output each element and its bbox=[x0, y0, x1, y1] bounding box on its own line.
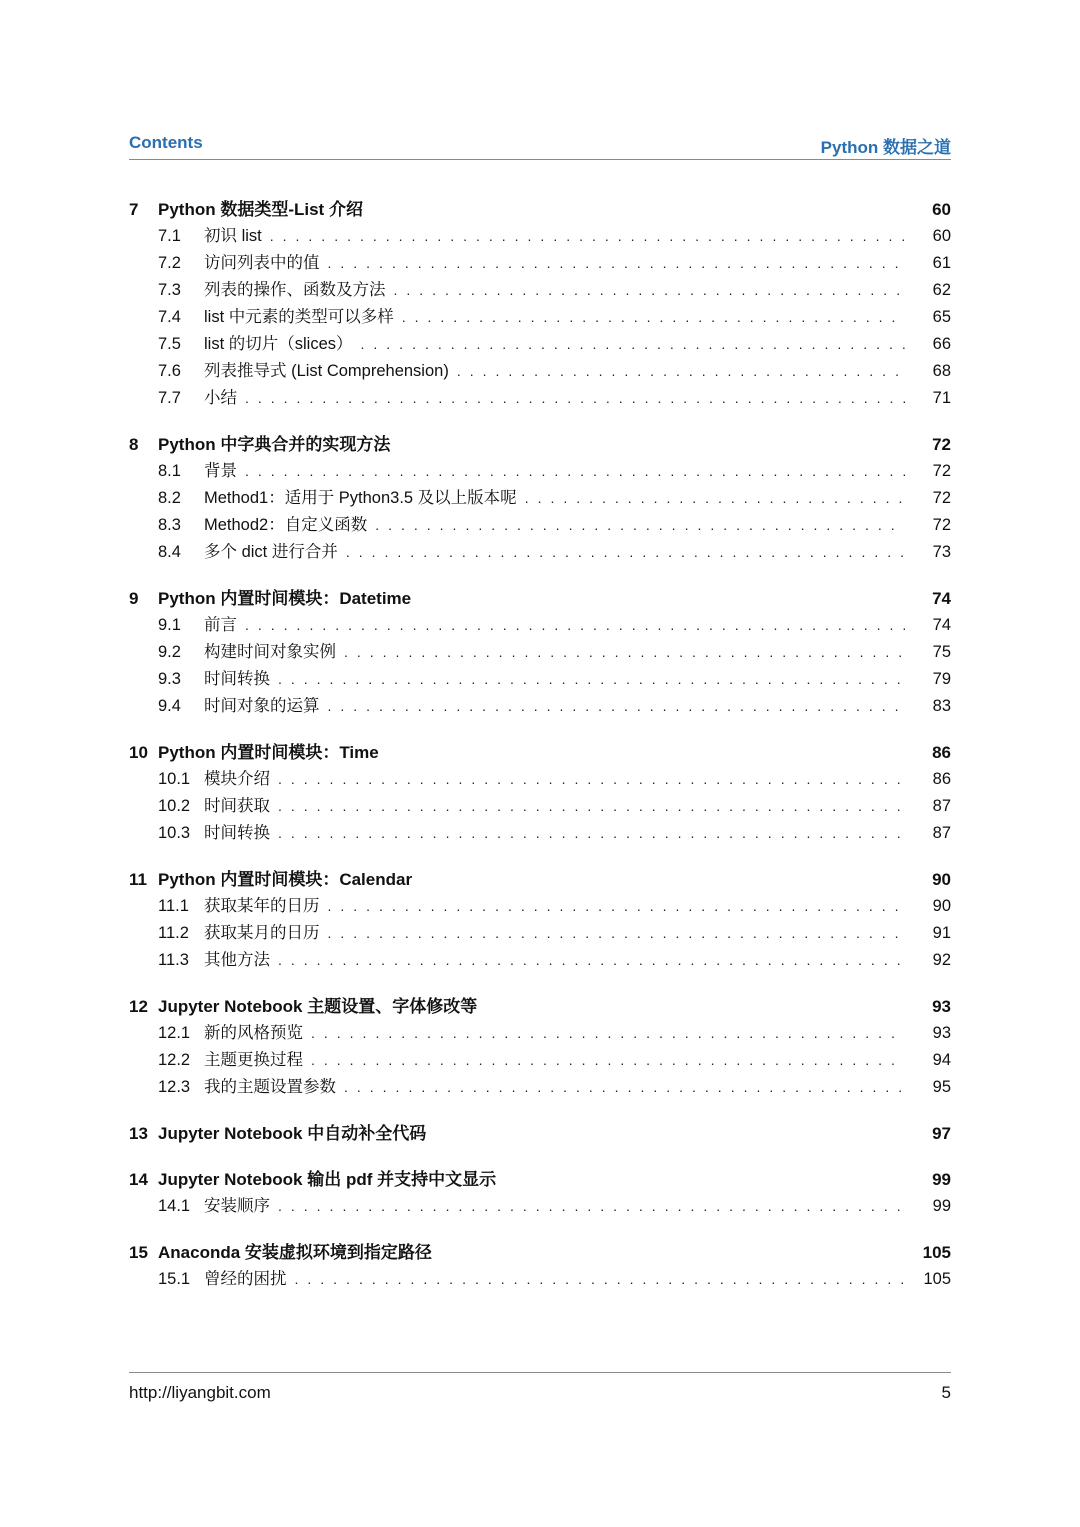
chapter-title: Python 内置时间模块：Datetime bbox=[158, 589, 412, 608]
section-page: 92 bbox=[932, 951, 951, 969]
toc-chapter bbox=[129, 585, 951, 720]
toc-chapter bbox=[129, 1166, 951, 1220]
toc-section-row[interactable] bbox=[129, 458, 951, 485]
section-title: 模块介绍 bbox=[204, 770, 270, 788]
toc-chapter bbox=[129, 431, 951, 566]
section-title: 时间转换 bbox=[204, 670, 270, 688]
section-body bbox=[204, 820, 951, 847]
section-body bbox=[204, 947, 951, 974]
section-number: 11.1 bbox=[158, 897, 189, 915]
toc-chapter-row[interactable] bbox=[129, 739, 951, 766]
dot-leader bbox=[344, 639, 905, 666]
section-title: 时间转换 bbox=[204, 824, 270, 842]
dot-leader bbox=[525, 485, 905, 512]
dot-leader bbox=[328, 920, 906, 947]
toc-section-row[interactable] bbox=[129, 1074, 951, 1101]
section-body bbox=[204, 1020, 951, 1047]
chapter-title: Python 数据类型-List 介绍 bbox=[158, 200, 363, 219]
section-title: Method2：自定义函数 bbox=[204, 516, 368, 534]
section-body bbox=[204, 793, 951, 820]
chapter-page: 90 bbox=[932, 870, 951, 889]
chapter-number: 7 bbox=[129, 200, 139, 219]
toc-section-row[interactable] bbox=[129, 920, 951, 947]
dot-leader bbox=[457, 358, 905, 385]
chapter-title: Anaconda 安装虚拟环境到指定路径 bbox=[158, 1243, 432, 1262]
section-number: 10.1 bbox=[158, 770, 191, 788]
section-title: 列表的操作、函数及方法 bbox=[204, 281, 386, 299]
footer-url[interactable]: http://liyangbit.com bbox=[129, 1383, 271, 1402]
section-body bbox=[204, 1266, 951, 1293]
dot-leader bbox=[328, 250, 906, 277]
section-body bbox=[204, 920, 951, 947]
section-title: 列表推导式 (List Comprehension) bbox=[204, 362, 449, 380]
footer-page-number: 5 bbox=[941, 1383, 951, 1402]
dot-leader bbox=[278, 1193, 905, 1220]
section-number: 8.1 bbox=[158, 462, 181, 480]
section-body bbox=[204, 612, 951, 639]
section-body bbox=[204, 893, 951, 920]
section-body bbox=[204, 766, 951, 793]
toc-section-row[interactable] bbox=[129, 277, 951, 304]
section-page: 99 bbox=[932, 1197, 951, 1215]
dot-leader bbox=[278, 666, 905, 693]
toc-chapter bbox=[129, 993, 951, 1101]
toc-section-row[interactable] bbox=[129, 1266, 951, 1293]
toc-section-row[interactable] bbox=[129, 1193, 951, 1220]
section-page: 72 bbox=[932, 462, 951, 480]
section-body bbox=[204, 223, 951, 250]
section-page: 105 bbox=[923, 1270, 951, 1288]
dot-leader bbox=[375, 512, 905, 539]
section-title: 多个 dict 进行合并 bbox=[204, 543, 338, 561]
chapter-title: Jupyter Notebook 主题设置、字体修改等 bbox=[158, 997, 478, 1016]
section-page: 72 bbox=[932, 516, 951, 534]
chapter-number: 13 bbox=[129, 1124, 148, 1143]
section-title: 获取某月的日历 bbox=[204, 924, 320, 942]
chapter-title: Python 内置时间模块：Calendar bbox=[158, 870, 413, 889]
section-title: 其他方法 bbox=[204, 951, 270, 969]
toc-chapter bbox=[129, 1239, 951, 1293]
section-page: 94 bbox=[932, 1051, 951, 1069]
section-number: 15.1 bbox=[158, 1270, 191, 1288]
chapter-page: 74 bbox=[932, 589, 951, 608]
toc-section-row[interactable] bbox=[129, 693, 951, 720]
toc-section-row[interactable] bbox=[129, 250, 951, 277]
section-number: 12.2 bbox=[158, 1051, 191, 1069]
toc-chapter-row[interactable] bbox=[129, 993, 951, 1020]
section-page: 74 bbox=[932, 616, 951, 634]
toc-chapter bbox=[129, 196, 951, 412]
section-page: 91 bbox=[932, 924, 951, 942]
dot-leader bbox=[278, 820, 905, 847]
chapter-title: Jupyter Notebook 中自动补全代码 bbox=[158, 1124, 427, 1143]
toc-section-row[interactable] bbox=[129, 639, 951, 666]
section-number: 12.1 bbox=[158, 1024, 191, 1042]
section-title: 初识 list bbox=[204, 227, 262, 245]
section-number: 8.4 bbox=[158, 543, 181, 561]
toc-chapter-row[interactable] bbox=[129, 1239, 951, 1266]
toc-section-row[interactable] bbox=[129, 793, 951, 820]
toc-section-row[interactable] bbox=[129, 385, 951, 412]
section-page: 86 bbox=[932, 770, 951, 788]
section-page: 71 bbox=[932, 389, 951, 407]
section-number: 10.2 bbox=[158, 797, 191, 815]
section-title: 背景 bbox=[204, 462, 237, 480]
section-number: 14.1 bbox=[158, 1197, 191, 1215]
toc-section-row[interactable] bbox=[129, 612, 951, 639]
section-body bbox=[204, 385, 951, 412]
dot-leader bbox=[278, 793, 905, 820]
section-page: 87 bbox=[932, 797, 951, 815]
toc-chapter-row[interactable] bbox=[129, 866, 951, 893]
section-body bbox=[204, 304, 951, 331]
chapter-page: 99 bbox=[932, 1170, 951, 1189]
section-page: 73 bbox=[932, 543, 951, 561]
toc-section-row[interactable] bbox=[129, 820, 951, 847]
dot-leader bbox=[245, 458, 905, 485]
section-number: 7.4 bbox=[158, 308, 181, 326]
section-page: 72 bbox=[932, 489, 951, 507]
toc-section-row[interactable] bbox=[129, 766, 951, 793]
section-number: 9.2 bbox=[158, 643, 181, 661]
table-of-contents bbox=[129, 196, 951, 1312]
toc-section-row[interactable] bbox=[129, 1047, 951, 1074]
chapter-title: Python 中字典合并的实现方法 bbox=[158, 435, 391, 454]
toc-chapter-row[interactable] bbox=[129, 431, 951, 458]
section-title: list 的切片（slices） bbox=[204, 335, 353, 353]
section-body bbox=[204, 512, 951, 539]
toc-section-row[interactable] bbox=[129, 539, 951, 566]
chapter-number: 9 bbox=[129, 589, 139, 608]
section-title: 小结 bbox=[204, 389, 237, 407]
section-body bbox=[204, 458, 951, 485]
header-book-title: Python 数据之道 bbox=[820, 138, 951, 157]
section-body bbox=[204, 539, 951, 566]
section-title: 时间对象的运算 bbox=[204, 697, 320, 715]
section-page: 87 bbox=[932, 824, 951, 842]
toc-section-row[interactable] bbox=[129, 485, 951, 512]
section-page: 62 bbox=[932, 281, 951, 299]
section-body bbox=[204, 639, 951, 666]
section-number: 12.3 bbox=[158, 1078, 191, 1096]
section-number: 11.2 bbox=[158, 924, 189, 942]
section-body bbox=[204, 277, 951, 304]
section-number: 11.3 bbox=[158, 951, 189, 969]
section-page: 93 bbox=[932, 1024, 951, 1042]
section-title: 我的主题设置参数 bbox=[204, 1078, 336, 1096]
dot-leader bbox=[245, 612, 905, 639]
dot-leader bbox=[328, 893, 906, 920]
section-number: 9.4 bbox=[158, 697, 181, 715]
chapter-number: 12 bbox=[129, 997, 148, 1016]
section-number: 10.3 bbox=[158, 824, 191, 842]
section-page: 90 bbox=[932, 897, 951, 915]
toc-section-row[interactable] bbox=[129, 512, 951, 539]
toc-section-row[interactable] bbox=[129, 1020, 951, 1047]
toc-section-row[interactable] bbox=[129, 893, 951, 920]
section-page: 79 bbox=[932, 670, 951, 688]
section-title: 获取某年的日历 bbox=[204, 897, 320, 915]
section-body bbox=[204, 485, 951, 512]
dot-leader bbox=[311, 1047, 905, 1074]
chapter-number: 11 bbox=[129, 870, 147, 889]
dot-leader bbox=[278, 766, 905, 793]
section-page: 83 bbox=[932, 697, 951, 715]
chapter-title: Python 内置时间模块：Time bbox=[158, 743, 379, 762]
section-number: 7.1 bbox=[158, 227, 181, 245]
dot-leader bbox=[245, 385, 905, 412]
toc-chapter bbox=[129, 866, 951, 974]
page-footer bbox=[129, 1372, 951, 1413]
section-body bbox=[204, 1047, 951, 1074]
section-number: 9.3 bbox=[158, 670, 181, 688]
chapter-page: 72 bbox=[932, 435, 951, 454]
dot-leader bbox=[278, 947, 905, 974]
section-body bbox=[204, 666, 951, 693]
section-title: list 中元素的类型可以多样 bbox=[204, 308, 394, 326]
section-number: 8.3 bbox=[158, 516, 181, 534]
chapter-number: 8 bbox=[129, 435, 139, 454]
section-body bbox=[204, 693, 951, 720]
toc-chapter-row[interactable] bbox=[129, 1166, 951, 1193]
dot-leader bbox=[295, 1266, 906, 1293]
section-number: 7.2 bbox=[158, 254, 181, 272]
toc-section-row[interactable] bbox=[129, 304, 951, 331]
section-body bbox=[204, 331, 951, 358]
section-page: 61 bbox=[932, 254, 951, 272]
section-title: 新的风格预览 bbox=[204, 1024, 303, 1042]
dot-leader bbox=[402, 304, 905, 331]
dot-leader bbox=[361, 331, 905, 358]
toc-chapter bbox=[129, 739, 951, 847]
section-title: 构建时间对象实例 bbox=[204, 643, 336, 661]
toc-chapter-row[interactable] bbox=[129, 1120, 951, 1147]
section-body bbox=[204, 358, 951, 385]
toc-section-row[interactable] bbox=[129, 666, 951, 693]
chapter-number: 15 bbox=[129, 1243, 148, 1262]
section-title: 安装顺序 bbox=[204, 1197, 270, 1215]
toc-section-row[interactable] bbox=[129, 223, 951, 250]
section-title: 访问列表中的值 bbox=[204, 254, 320, 272]
chapter-page: 93 bbox=[932, 997, 951, 1016]
toc-chapter bbox=[129, 1120, 951, 1147]
chapter-title: Jupyter Notebook 输出 pdf 并支持中文显示 bbox=[158, 1170, 497, 1189]
section-title: 曾经的困扰 bbox=[204, 1270, 287, 1288]
dot-leader bbox=[311, 1020, 905, 1047]
section-body bbox=[204, 1193, 951, 1220]
section-page: 68 bbox=[932, 362, 951, 380]
chapter-page: 97 bbox=[932, 1124, 951, 1143]
section-title: 时间获取 bbox=[204, 797, 270, 815]
section-number: 9.1 bbox=[158, 616, 181, 634]
section-number: 7.7 bbox=[158, 389, 181, 407]
toc-chapter-row[interactable] bbox=[129, 585, 951, 612]
toc-section-row[interactable] bbox=[129, 358, 951, 385]
toc-section-row[interactable] bbox=[129, 947, 951, 974]
section-title: 主题更换过程 bbox=[204, 1051, 303, 1069]
chapter-number: 10 bbox=[129, 743, 148, 762]
dot-leader bbox=[328, 693, 906, 720]
dot-leader bbox=[394, 277, 906, 304]
section-page: 95 bbox=[932, 1078, 951, 1096]
section-number: 8.2 bbox=[158, 489, 181, 507]
header-contents-title: Contents bbox=[129, 133, 203, 152]
toc-section-row[interactable] bbox=[129, 331, 951, 358]
section-page: 75 bbox=[932, 643, 951, 661]
section-title: Method1：适用于 Python3.5 及以上版本呢 bbox=[204, 489, 517, 507]
dot-leader bbox=[270, 223, 905, 250]
dot-leader bbox=[344, 1074, 905, 1101]
dot-leader bbox=[346, 539, 905, 566]
section-page: 66 bbox=[932, 335, 951, 353]
section-title: 前言 bbox=[204, 616, 237, 634]
chapter-page: 60 bbox=[932, 200, 951, 219]
section-page: 65 bbox=[932, 308, 951, 326]
chapter-page: 86 bbox=[932, 743, 951, 762]
toc-chapter-row[interactable] bbox=[129, 196, 951, 223]
chapter-number: 14 bbox=[129, 1170, 148, 1189]
section-body bbox=[204, 1074, 951, 1101]
running-header bbox=[129, 133, 951, 160]
chapter-page: 105 bbox=[922, 1243, 951, 1262]
section-body bbox=[204, 250, 951, 277]
section-page: 60 bbox=[932, 227, 951, 245]
section-number: 7.6 bbox=[158, 362, 181, 380]
section-number: 7.5 bbox=[158, 335, 181, 353]
section-number: 7.3 bbox=[158, 281, 181, 299]
